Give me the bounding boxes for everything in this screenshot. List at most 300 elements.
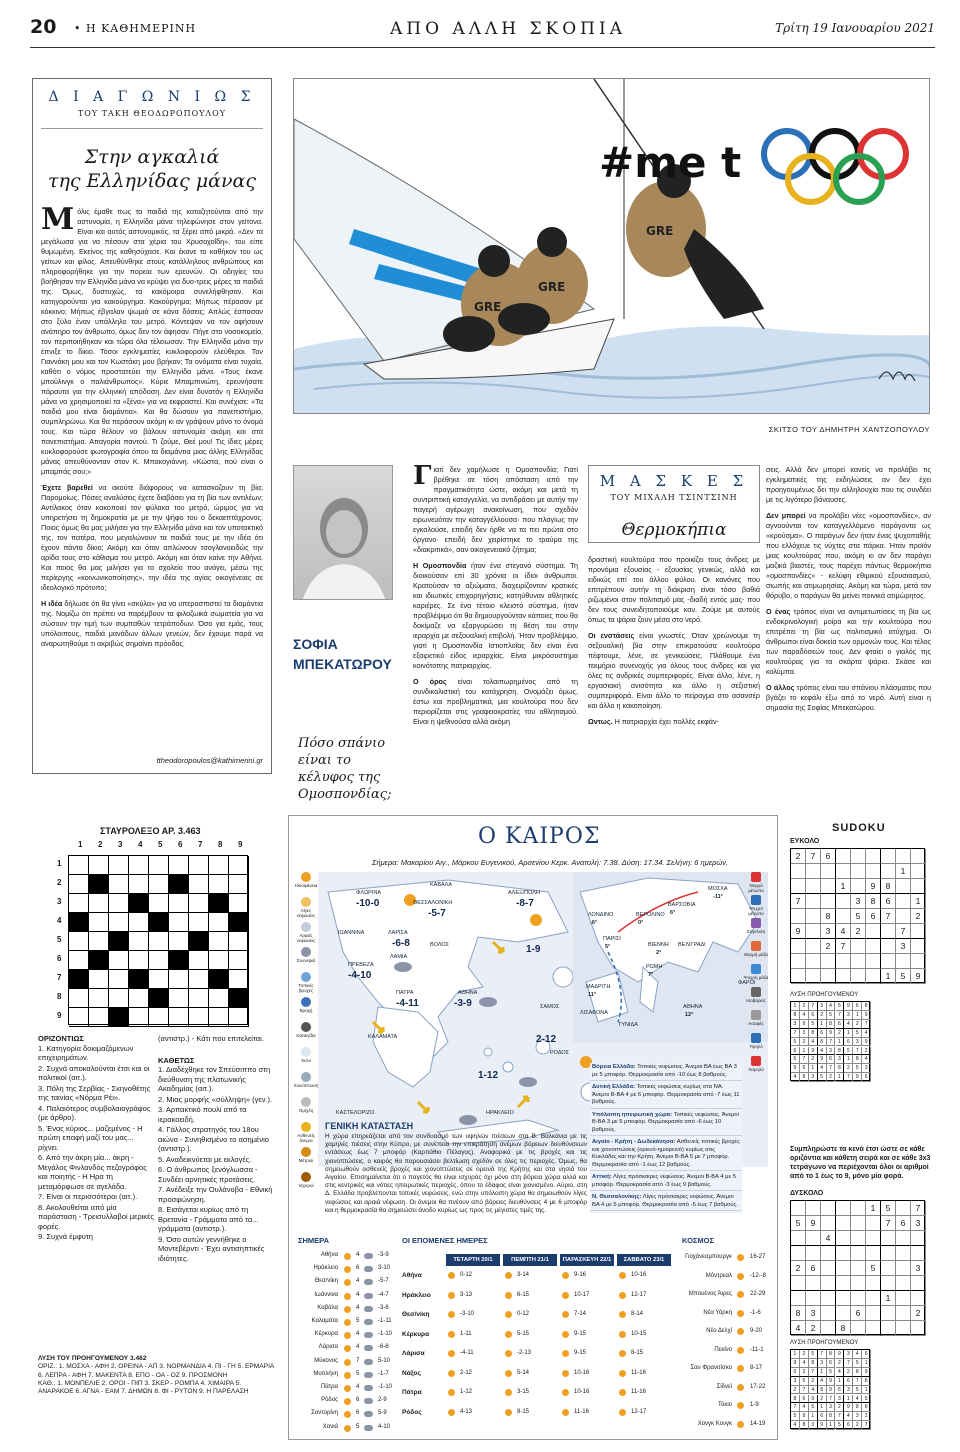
portrait-photo: [293, 465, 393, 600]
crossword-cell[interactable]: [229, 951, 249, 970]
sudoku-cell[interactable]: [911, 924, 926, 939]
sudoku-cell[interactable]: [806, 924, 821, 939]
crossword-cell[interactable]: [69, 856, 89, 875]
crossword-cell[interactable]: [209, 932, 229, 951]
sudoku-cell[interactable]: [806, 909, 821, 924]
next-temp: 0-12: [460, 1272, 473, 1278]
sudoku-cell[interactable]: [806, 879, 821, 894]
cloud-icon: [364, 1293, 373, 1299]
forecast-region: Υπόλοιπη ηπειρωτική χώρα:: [592, 1111, 673, 1118]
sudoku-cell: 3: [911, 1216, 926, 1231]
sudoku-cell[interactable]: [806, 969, 821, 984]
sudoku-cell: 2: [911, 1306, 926, 1321]
sudoku-cell[interactable]: [881, 924, 896, 939]
sudoku-cell[interactable]: [881, 1261, 896, 1276]
sudoku-cell[interactable]: [896, 1231, 911, 1246]
sudoku-cell[interactable]: [896, 879, 911, 894]
sudoku-cell[interactable]: [821, 1291, 836, 1306]
sudoku-cell[interactable]: [866, 1216, 881, 1231]
sudoku-cell[interactable]: [866, 1321, 881, 1336]
crossword-cell[interactable]: [109, 989, 129, 1008]
crossword-cell[interactable]: [109, 970, 129, 989]
sudoku-cell[interactable]: [836, 1276, 851, 1291]
sudoku-cell[interactable]: [821, 1306, 836, 1321]
sudoku-cell: 1: [818, 1020, 827, 1029]
sudoku-cell: 6: [809, 1011, 818, 1020]
next-city: Ηράκλειο: [402, 1291, 431, 1299]
crossword-cell[interactable]: [149, 1008, 169, 1027]
sudoku-cell: 9: [791, 1359, 800, 1368]
sudoku-cell[interactable]: [896, 954, 911, 969]
sudoku-cell[interactable]: [791, 969, 806, 984]
sudoku-cell: 3: [844, 1386, 853, 1395]
legend-item: [292, 947, 320, 963]
sudoku-cell[interactable]: [851, 1231, 866, 1246]
crossword-cell[interactable]: [209, 1008, 229, 1027]
map-city: ΠΡΕΒΕΖΑ: [348, 962, 374, 968]
sudoku-cell: 7: [836, 1412, 845, 1421]
sudoku-cell[interactable]: [866, 954, 881, 969]
crossword-col-number: 1: [78, 840, 83, 849]
regional-forecast: [590, 1083, 742, 1109]
sudoku-cell[interactable]: [851, 939, 866, 954]
sudoku-cell[interactable]: [881, 1306, 896, 1321]
sudoku-cell[interactable]: [896, 894, 911, 909]
crossword-cell[interactable]: [209, 856, 229, 875]
sudoku-cell[interactable]: [791, 1276, 806, 1291]
sudoku-cell[interactable]: [791, 954, 806, 969]
legend-label: Ομίχλη: [298, 1108, 314, 1113]
sudoku-cell: 6: [862, 1073, 871, 1082]
next-temp: -2-13: [517, 1350, 532, 1356]
pull-quote: Πόσο σπάνιο είναι το κέλυφος της Ομοσπονδίας;: [298, 736, 392, 802]
sudoku-cell[interactable]: [866, 939, 881, 954]
crossword-cell[interactable]: [209, 989, 229, 1008]
sudoku-cell[interactable]: [806, 939, 821, 954]
sudoku-cell[interactable]: [911, 954, 926, 969]
crossword-cell[interactable]: [229, 894, 249, 913]
sudoku-cell[interactable]: [851, 954, 866, 969]
next-temp: 10-16: [631, 1272, 647, 1278]
crossword-cell[interactable]: [189, 1008, 209, 1027]
down-clue: 6. Ο άνθρωπος ξενόγλωσσα - Συνδέει αρνητικές προτάσεις.: [158, 1165, 258, 1184]
sudoku-cell[interactable]: [806, 1276, 821, 1291]
sun-icon: [737, 1347, 744, 1354]
sudoku-cell[interactable]: [836, 894, 851, 909]
crossword-cell[interactable]: [229, 970, 249, 989]
europe-city: ΜΟΣΧΑ: [708, 886, 728, 892]
crossword-cell[interactable]: [109, 856, 129, 875]
crossword-cell[interactable]: [149, 894, 169, 913]
author-email[interactable]: ttheodoropoulos@kathimerini.gr: [156, 756, 263, 765]
crossword-cell[interactable]: [129, 913, 149, 932]
sudoku-cell[interactable]: [821, 879, 836, 894]
sudoku-cell[interactable]: [911, 1246, 926, 1261]
sudoku-cell[interactable]: [836, 864, 851, 879]
sudoku-cell[interactable]: [851, 879, 866, 894]
sudoku-cell: 1: [844, 1055, 853, 1064]
sudoku-cell[interactable]: [896, 1306, 911, 1321]
crossword-cell[interactable]: [169, 970, 189, 989]
sudoku-cell[interactable]: [821, 1276, 836, 1291]
sudoku-cell[interactable]: [836, 1216, 851, 1231]
forecast-text: Λίγες πρόσκαιρες νεφώσεις. Άνεμοι ΒΑ 4 με 5 μποφόρ. Θερμοκρασία από -5 έως 7 βαθμούς.: [592, 1194, 738, 1208]
next-temp: 3-13: [460, 1291, 473, 1298]
crossword-grid[interactable]: [68, 855, 248, 1025]
sun-icon: [505, 1389, 512, 1396]
sudoku-cell[interactable]: [896, 1291, 911, 1306]
sudoku-cell[interactable]: [791, 1201, 806, 1216]
sudoku-cell: 7: [844, 1359, 853, 1368]
sudoku-cell[interactable]: [911, 864, 926, 879]
sudoku-cell[interactable]: [881, 954, 896, 969]
map-city: ΙΩΑΝΝΙΝΑ: [338, 930, 365, 936]
sudoku-cell[interactable]: [836, 1246, 851, 1261]
crossword-cell[interactable]: [109, 875, 129, 894]
europe-temp: -11°: [713, 894, 723, 900]
sudoku-cell: 9: [791, 1064, 800, 1073]
sudoku-cell[interactable]: [851, 1246, 866, 1261]
sudoku-cell: 7: [881, 909, 896, 924]
today-city: Λάρισα: [318, 1344, 338, 1351]
crossword-cell[interactable]: [149, 951, 169, 970]
sudoku-cell[interactable]: [791, 939, 806, 954]
crossword-cell[interactable]: [129, 1008, 149, 1027]
sudoku-cell: 7: [862, 1020, 871, 1029]
sudoku-cell: 4: [821, 1231, 836, 1246]
sudoku-cell[interactable]: [851, 1321, 866, 1336]
sudoku-cell[interactable]: [806, 1291, 821, 1306]
sudoku-cell[interactable]: [881, 1246, 896, 1261]
crossword-col-number: 8: [218, 840, 223, 849]
crossword-cell[interactable]: [89, 856, 109, 875]
sudoku-cell[interactable]: [866, 1291, 881, 1306]
sudoku-cell[interactable]: [851, 1261, 866, 1276]
next-city: Πάτρα: [402, 1389, 422, 1396]
today-row: [298, 1358, 398, 1370]
sudoku-cell[interactable]: [806, 954, 821, 969]
crossword-cell[interactable]: [169, 856, 189, 875]
sudoku-cell[interactable]: [866, 849, 881, 864]
sudoku-cell[interactable]: [881, 864, 896, 879]
sudoku-cell[interactable]: [821, 1261, 836, 1276]
sudoku-cell: 6: [866, 909, 881, 924]
sudoku-cell[interactable]: [881, 1321, 896, 1336]
sun-icon: [505, 1370, 512, 1377]
sudoku-cell[interactable]: [896, 849, 911, 864]
crossword-cell[interactable]: [149, 932, 169, 951]
sudoku-cell[interactable]: [911, 1276, 926, 1291]
sudoku-cell[interactable]: [851, 849, 866, 864]
sudoku-cell: 7: [809, 1002, 818, 1011]
crossword-cell[interactable]: [169, 913, 189, 932]
crossword-col-number: 7: [198, 840, 203, 849]
sudoku-cell[interactable]: [821, 864, 836, 879]
sudoku-cell: 8: [800, 1073, 809, 1082]
crossword-cell[interactable]: [189, 951, 209, 970]
today-city: Μυτιλήνη: [313, 1370, 338, 1377]
sudoku-cell[interactable]: [851, 1276, 866, 1291]
sun-icon: [505, 1331, 512, 1338]
sun-icon: [737, 1421, 744, 1428]
sudoku-cell: 2: [844, 1368, 853, 1377]
sudoku-cell: 9: [862, 1011, 871, 1020]
sudoku-cell[interactable]: [836, 909, 851, 924]
next-temp: 10-16: [574, 1389, 590, 1395]
sudoku-cell[interactable]: [896, 1246, 911, 1261]
crossword-cell[interactable]: [89, 989, 109, 1008]
sudoku-cell[interactable]: [866, 1276, 881, 1291]
sudoku-cell[interactable]: [866, 1231, 881, 1246]
map-temp: -4-10: [348, 970, 372, 981]
world-temp: 1-9: [750, 1402, 759, 1408]
sudoku-cell[interactable]: [836, 954, 851, 969]
sudoku-cell[interactable]: [851, 1201, 866, 1216]
sudoku-cell[interactable]: [896, 1276, 911, 1291]
map-city: ΚΑΛΑΜΑΤΑ: [368, 1034, 398, 1040]
next-temp: 1-12: [460, 1389, 473, 1395]
sudoku-cell[interactable]: [806, 1201, 821, 1216]
sudoku-cell[interactable]: [866, 969, 881, 984]
crossword-cell[interactable]: [129, 951, 149, 970]
sudoku-cell: 4: [836, 1368, 845, 1377]
sudoku-cell[interactable]: [791, 1246, 806, 1261]
down-clue: 7. Ανέδειξε την Ουλάνοβα - Εθνική προσφώνηση.: [158, 1185, 273, 1204]
sun-icon: [448, 1350, 455, 1357]
sudoku-cell[interactable]: [911, 849, 926, 864]
legend-symbol-icon: [301, 922, 311, 932]
crossword-cell[interactable]: [129, 989, 149, 1008]
sudoku-cell: 2: [862, 1412, 871, 1421]
sudoku-cell[interactable]: [881, 1276, 896, 1291]
crossword-row-number: 9: [57, 1011, 62, 1020]
crossword-cell[interactable]: [109, 951, 129, 970]
sudoku-cell[interactable]: [851, 1216, 866, 1231]
crossword-cell[interactable]: [169, 932, 189, 951]
sudoku-cell: 3: [791, 1020, 800, 1029]
sudoku-cell[interactable]: [851, 1291, 866, 1306]
crossword-cell[interactable]: [169, 1008, 189, 1027]
crossword-cell[interactable]: [229, 856, 249, 875]
sudoku-cell[interactable]: [911, 1321, 926, 1336]
crossword-cell[interactable]: [69, 951, 89, 970]
sudoku-cell[interactable]: [791, 1231, 806, 1246]
sudoku-cell: 1: [827, 1421, 836, 1430]
crossword-cell[interactable]: [189, 894, 209, 913]
crossword-cell[interactable]: [169, 894, 189, 913]
sudoku-cell[interactable]: [806, 1246, 821, 1261]
sudoku-cell[interactable]: [821, 1201, 836, 1216]
sudoku-cell[interactable]: [866, 924, 881, 939]
europe-temp: 12°: [685, 1012, 694, 1018]
sun-icon: [562, 1272, 569, 1279]
legend-label: Χιόνι: [301, 1058, 311, 1063]
weather-legend-right: [742, 872, 776, 1082]
sudoku-cell[interactable]: [896, 909, 911, 924]
sudoku-cell: 3: [806, 1306, 821, 1321]
sudoku-cell: 4: [809, 1038, 818, 1047]
crossword-cell[interactable]: [69, 932, 89, 951]
sudoku-cell[interactable]: [836, 1291, 851, 1306]
sun-icon: [505, 1311, 512, 1318]
sudoku-cell[interactable]: [896, 1261, 911, 1276]
crossword-cell[interactable]: [209, 951, 229, 970]
crossword-cell[interactable]: [89, 932, 109, 951]
crossword-cell[interactable]: [149, 875, 169, 894]
sudoku-cell: 1: [844, 1029, 853, 1038]
sudoku-cell[interactable]: [851, 969, 866, 984]
crossword-cell[interactable]: [69, 1008, 89, 1027]
sudoku-easy-grid[interactable]: [790, 848, 925, 983]
sudoku-cell[interactable]: [821, 954, 836, 969]
sudoku-cell[interactable]: [836, 1261, 851, 1276]
sudoku-cell: 5: [791, 1038, 800, 1047]
crossword-cell[interactable]: [69, 894, 89, 913]
cloud-icon: [394, 962, 412, 972]
crossword-cell[interactable]: [129, 856, 149, 875]
sudoku-cell: 1: [836, 1377, 845, 1386]
europe-city: ΒΕΡΟΛΙΝΟ: [636, 912, 665, 918]
sudoku-cell: 8: [800, 1421, 809, 1430]
sudoku-cell[interactable]: [911, 1231, 926, 1246]
sudoku-cell: 2: [844, 1064, 853, 1073]
crossword-cell[interactable]: [109, 894, 129, 913]
sudoku-cell[interactable]: [791, 1291, 806, 1306]
down-clues: [158, 1034, 278, 1264]
paragraph-lead: Ωντως.: [588, 717, 613, 726]
sudoku-cell: 5: [809, 1403, 818, 1412]
sudoku-cell[interactable]: [821, 894, 836, 909]
sudoku-cell: 6: [806, 1261, 821, 1276]
today-heading: ΣΗΜΕΡΑ: [298, 1236, 330, 1245]
sudoku-cell[interactable]: [821, 1321, 836, 1336]
cloud-icon: [364, 1359, 373, 1365]
today-wind: 7: [356, 1357, 360, 1364]
sudoku-cell: 7: [911, 1201, 926, 1216]
sudoku-cell[interactable]: [821, 1216, 836, 1231]
sudoku-cell[interactable]: [866, 864, 881, 879]
crossword-cell[interactable]: [149, 856, 169, 875]
sudoku-hard-grid[interactable]: [790, 1200, 925, 1335]
sudoku-cell[interactable]: [911, 879, 926, 894]
wind-arrow-icon: [518, 1097, 528, 1107]
sudoku-cell[interactable]: [896, 1321, 911, 1336]
today-city: Καλαμάτα: [311, 1318, 338, 1324]
today-temp: 5-9: [378, 1410, 387, 1417]
crossword-cell[interactable]: [89, 1008, 109, 1027]
paragraph-lead: Η Ομοσπονδία: [413, 561, 467, 570]
sudoku-cell[interactable]: [806, 1231, 821, 1246]
today-city: Κέρκυρα: [314, 1331, 338, 1338]
crossword-cell[interactable]: [129, 932, 149, 951]
down-clue: 8. Εισάγεται κυρίως από τη Βρετανία - Γράμματα από τα... γράμματα (αντιστρ.).: [158, 1205, 259, 1233]
across-clue: 3. Πόλη της Σερβίας - Σκηνοθέτης της ταινίας «Νόρμα Ρέι».: [38, 1083, 151, 1102]
sudoku-cell[interactable]: [881, 849, 896, 864]
crossword-cell[interactable]: [189, 970, 209, 989]
sudoku-cell[interactable]: [836, 849, 851, 864]
europe-city: ΒΙΕΝΝΗ: [648, 942, 669, 948]
today-wind: 4: [356, 1278, 360, 1285]
crossword-cell[interactable]: [189, 989, 209, 1008]
today-city: Μύκονος: [314, 1357, 338, 1364]
crossword-cell[interactable]: [129, 875, 149, 894]
sudoku-cell: 1: [818, 1368, 827, 1377]
sudoku-cell[interactable]: [881, 939, 896, 954]
sudoku-cell[interactable]: [866, 1306, 881, 1321]
sudoku-cell[interactable]: [806, 864, 821, 879]
today-row: [298, 1305, 398, 1317]
today-temp: -1-10: [378, 1384, 393, 1390]
sudoku-cell[interactable]: [836, 969, 851, 984]
sudoku-cell: 4: [844, 1412, 853, 1421]
map-city: ΛΑΜΙΑ: [390, 954, 408, 960]
sudoku-cell[interactable]: [791, 879, 806, 894]
legend-item: [292, 1122, 320, 1143]
crossword-cell[interactable]: [229, 875, 249, 894]
crossword-cell[interactable]: [69, 875, 89, 894]
legend-label: Χαμηλό: [748, 1067, 764, 1072]
forecast-text: Τοπικές νεφώσεις κυρίως στα ΝΑ. Άνεμοι Β-ΒΑ 4 με 6 μποφόρ. Θερμοκρασία από -7 έως 11 βαθμούς.: [592, 1084, 740, 1105]
sudoku-cell[interactable]: [821, 969, 836, 984]
today-wind: 4: [356, 1291, 360, 1298]
sudoku-cell[interactable]: [911, 939, 926, 954]
crossword-cell[interactable]: [89, 970, 109, 989]
sun-icon: [737, 1310, 744, 1317]
legend-item: [742, 918, 770, 934]
cloud-icon: [364, 1345, 373, 1351]
sun-icon: [344, 1359, 351, 1366]
sudoku-cell[interactable]: [851, 864, 866, 879]
sudoku-cell: 3: [827, 1403, 836, 1412]
crossword-cell[interactable]: [209, 913, 229, 932]
crossword-cell[interactable]: [89, 913, 109, 932]
sudoku-cell[interactable]: [806, 894, 821, 909]
sudoku-cell[interactable]: [791, 864, 806, 879]
crossword-cell[interactable]: [89, 894, 109, 913]
sudoku-cell[interactable]: [866, 1246, 881, 1261]
sun-icon: [737, 1365, 744, 1372]
sudoku-cell[interactable]: [791, 909, 806, 924]
crossword-cell[interactable]: [69, 989, 89, 1008]
crossword-cell[interactable]: [209, 875, 229, 894]
sudoku-cell[interactable]: [836, 1231, 851, 1246]
weather-legend-left: [292, 872, 318, 1202]
sudoku-cell[interactable]: [911, 1291, 926, 1306]
crossword-cell[interactable]: [109, 913, 129, 932]
sudoku-cell[interactable]: [821, 1246, 836, 1261]
sudoku-cell: 2: [862, 1047, 871, 1056]
sudoku-cell[interactable]: [896, 1201, 911, 1216]
sudoku-cell[interactable]: [836, 1306, 851, 1321]
crossword-cell[interactable]: [229, 932, 249, 951]
map-city: ΑΛΕΞ/ΠΟΛΗ: [508, 890, 540, 896]
crossword-row-number: 4: [57, 916, 62, 925]
crossword-cell[interactable]: [189, 856, 209, 875]
crossword-cell[interactable]: [189, 913, 209, 932]
crossword-cell[interactable]: [149, 970, 169, 989]
sudoku-cell[interactable]: [881, 1231, 896, 1246]
crossword-cell[interactable]: [229, 1008, 249, 1027]
sudoku-cell: 5: [896, 969, 911, 984]
down-clue: 9. Όσο αυτών γεννήθηκε ο Μοντεβέρντι - Έχει αντισηπτικές ιδιότητες.: [158, 1234, 265, 1263]
sun-icon: [562, 1292, 569, 1299]
sun-icon: [344, 1345, 351, 1352]
crossword-cell[interactable]: [189, 875, 209, 894]
crossword-cell[interactable]: [169, 989, 189, 1008]
sudoku-cell[interactable]: [836, 1201, 851, 1216]
sudoku-cell: 3: [821, 924, 836, 939]
cloud-icon: [364, 1385, 373, 1391]
